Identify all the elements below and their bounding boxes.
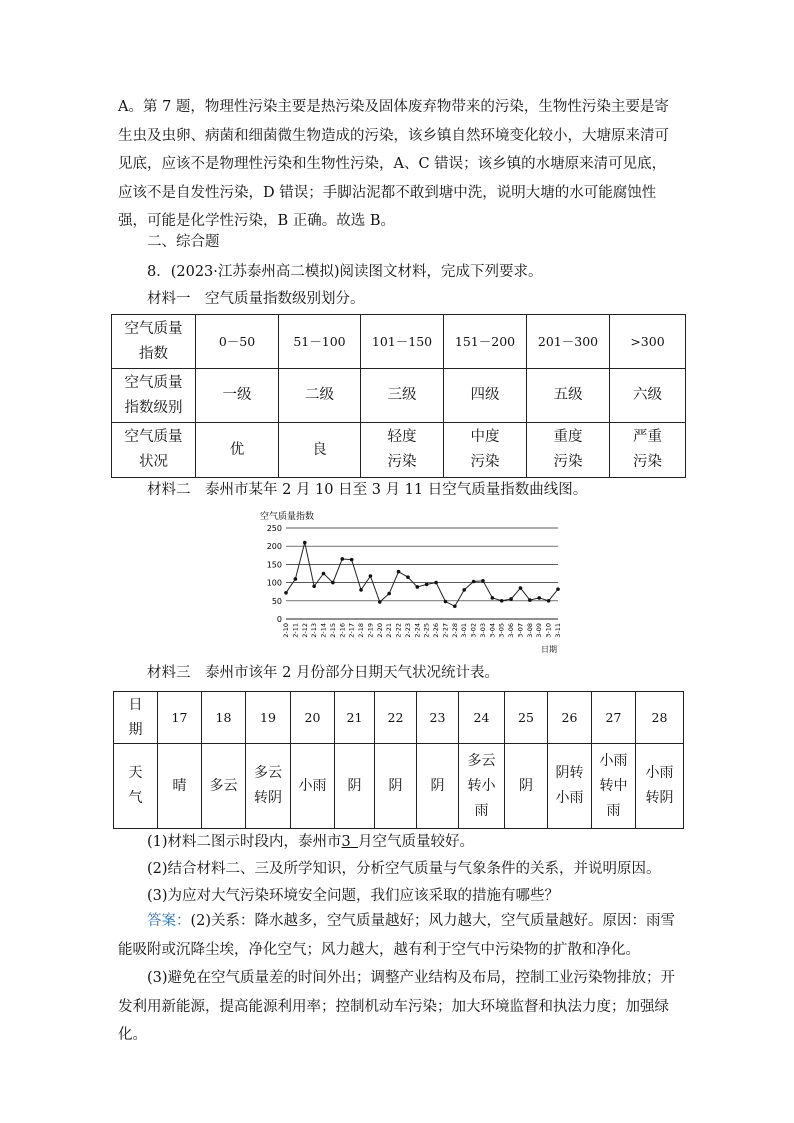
x-tick-label: 2-20	[375, 623, 384, 638]
table-cell: 五级	[527, 369, 610, 423]
x-tick-label: 2-22	[394, 623, 403, 638]
series-line	[286, 543, 558, 607]
y-tick-label: 250	[266, 524, 282, 533]
row-header: 空气质量状况	[112, 423, 196, 478]
data-point	[397, 570, 401, 574]
x-tick-label: 3-03	[478, 623, 487, 638]
date-cell: 21	[335, 692, 375, 744]
x-tick-label: 2-10	[282, 623, 290, 638]
row-header: 空气质量指数	[112, 315, 196, 369]
row-header: 空气质量指数级别	[112, 369, 196, 423]
weather-cell: 阴	[335, 744, 375, 829]
table-cell: 六级	[610, 369, 686, 423]
date-cell: 26	[548, 692, 592, 744]
x-tick-label: 2-18	[357, 623, 366, 638]
x-tick-label: 3-11	[554, 623, 562, 638]
date-cell: 19	[246, 692, 291, 744]
weather-cell: 阴转小雨	[548, 744, 592, 829]
weather-cell: 多云转小雨	[459, 744, 505, 829]
data-point	[359, 588, 363, 592]
x-tick-label: 3-06	[507, 623, 516, 638]
weather-table	[113, 691, 684, 829]
date-cell: 18	[202, 692, 246, 744]
x-tick-label: 2-26	[432, 623, 441, 638]
data-point	[519, 586, 523, 590]
date-cell: 25	[505, 692, 548, 744]
table-cell: 二级	[279, 369, 361, 423]
aqi-status-row	[112, 423, 686, 478]
data-point	[331, 581, 335, 585]
x-tick-label: 2-24	[413, 623, 422, 638]
x-tick-label: 2-11	[291, 623, 300, 638]
data-point	[547, 599, 551, 603]
y-tick-label: 100	[266, 578, 282, 588]
data-point	[556, 587, 560, 591]
section-title: 二、综合题	[147, 234, 220, 250]
data-point	[509, 597, 513, 601]
y-tick-label: 0	[276, 615, 282, 624]
date-row	[114, 692, 684, 744]
table-cell: 中度污染	[444, 423, 527, 478]
data-point	[434, 581, 438, 585]
x-tick-label: 2-25	[422, 623, 431, 638]
table-cell: 优	[196, 423, 279, 478]
table-cell: 轻度污染	[361, 423, 444, 478]
answer-label: 答案：	[147, 913, 191, 929]
aqi-line-chart	[256, 506, 566, 656]
aqi-range-row	[112, 315, 686, 369]
question-2: (2)结合材料二、三及所学知识，分析空气质量与气象条件的关系，并说明原因。	[147, 861, 661, 877]
table-cell: 重度污染	[527, 423, 610, 478]
data-point	[312, 584, 316, 588]
data-point	[416, 585, 420, 589]
weather-header: 天气	[114, 744, 158, 829]
answer-part-3: (3)避免在空气质量差的时间外出；调整产业结构及布局，控制工业污染物排放；开发利用新能源，提高能源利用率；控制机动车污染；加大环境监督和执法力度；加强绿化。	[118, 970, 676, 1043]
weather-cell: 晴	[158, 744, 202, 829]
date-cell: 17	[158, 692, 202, 744]
table-cell: 51－100	[279, 315, 361, 369]
x-tick-label: 3-07	[516, 623, 525, 638]
weather-cell: 小雨转阴	[636, 744, 684, 829]
x-tick-label: 2-12	[300, 623, 309, 638]
data-point	[322, 572, 326, 576]
data-point	[406, 575, 410, 579]
data-point	[444, 600, 448, 604]
x-tick-label: 2-27	[441, 623, 450, 638]
date-cell: 27	[592, 692, 636, 744]
x-tick-label: 3-01	[460, 623, 469, 638]
weather-cell: 小雨转中雨	[592, 744, 636, 829]
data-point	[350, 558, 354, 562]
question-stem: 8．(2023·江苏泰州高二模拟)阅读图文材料，完成下列要求。	[147, 264, 543, 280]
table-cell: >300	[610, 315, 686, 369]
weather-cell: 阴	[375, 744, 417, 829]
table-cell: 四级	[444, 369, 527, 423]
table-cell: 良	[279, 423, 361, 478]
table-cell: 201－300	[527, 315, 610, 369]
aqi-level-row	[112, 369, 686, 423]
data-point	[294, 577, 298, 581]
x-tick-label: 2-13	[310, 623, 319, 638]
data-point	[481, 579, 485, 583]
weather-cell: 小雨	[291, 744, 335, 829]
x-tick-label: 3-10	[544, 623, 553, 638]
data-point	[453, 604, 457, 608]
aqi-grade-table	[111, 314, 686, 478]
y-tick-label: 50	[271, 596, 282, 606]
data-point	[491, 596, 495, 600]
table-cell: 三级	[361, 369, 444, 423]
data-point	[378, 600, 382, 604]
x-tick-label: 2-19	[366, 623, 375, 638]
date-cell: 22	[375, 692, 417, 744]
answer-blank: 3	[341, 834, 351, 850]
y-axis-label: 空气质量指数	[260, 512, 315, 522]
weather-cell: 阴	[505, 744, 548, 829]
date-cell: 24	[459, 692, 505, 744]
x-tick-label: 2-14	[319, 623, 328, 638]
table-cell: 一级	[196, 369, 279, 423]
x-tick-label: 3-08	[525, 623, 534, 638]
table-cell: 0－50	[196, 315, 279, 369]
x-tick-label: 2-21	[385, 623, 394, 638]
y-tick-label: 200	[266, 542, 282, 552]
intro-paragraph: A。第 7 题，物理性污染主要是热污染及固体废弃物带来的污染，生物性污染主要是寄生虫及虫卵、病菌和细菌微生物造成的污染，该乡镇自然环境变化较小，大塘原来清可见底，应该不是物理性污染和生物性污染，A、C 错误；该乡镇的水塘原来清可见底，应该不是自发性污染，D 错误；手脚沾泥都不敢到塘中洗，说明大塘的水可能腐蚀性强，可能是化学性污染，B 正确。故选 B。	[118, 99, 669, 229]
question-1: (1)材料二图示时段内，泰州市3 月空气质量较好。	[147, 834, 475, 850]
material1-caption: 材料一 空气质量指数级别划分。	[147, 291, 365, 307]
table-cell: 严重污染	[610, 423, 686, 478]
data-point	[472, 580, 476, 584]
x-axis-label: 日期	[541, 645, 557, 654]
question-3: (3)为应对大气污染环境安全问题，我们应该采取的措施有哪些？	[147, 888, 560, 904]
data-point	[528, 598, 532, 602]
date-cell: 28	[636, 692, 684, 744]
weather-row	[114, 744, 684, 829]
data-point	[425, 583, 429, 587]
x-tick-label: 2-16	[338, 623, 347, 638]
x-tick-label: 2-23	[403, 623, 412, 638]
y-tick-label: 150	[266, 560, 282, 570]
table-cell: 101－150	[361, 315, 444, 369]
table-cell: 151－200	[444, 315, 527, 369]
data-point	[369, 574, 373, 578]
data-point	[462, 588, 466, 592]
x-tick-label: 3-02	[469, 623, 478, 638]
x-tick-label: 3-09	[535, 623, 544, 638]
x-tick-label: 3-05	[497, 623, 506, 638]
date-cell: 23	[417, 692, 459, 744]
weather-cell: 多云	[202, 744, 246, 829]
x-tick-label: 2-28	[450, 623, 459, 638]
date-cell: 20	[291, 692, 335, 744]
material2-caption: 材料二 泰州市某年 2 月 10 日至 3 月 11 日空气质量指数曲线图。	[147, 482, 588, 498]
weather-cell: 多云转阴	[246, 744, 291, 829]
data-point	[387, 592, 391, 596]
data-point	[340, 557, 344, 561]
x-tick-label: 2-15	[328, 623, 337, 638]
data-point	[303, 541, 307, 545]
x-tick-label: 3-04	[488, 623, 497, 638]
weather-cell: 阴	[417, 744, 459, 829]
x-tick-label: 2-17	[347, 623, 356, 638]
answer-part-2: 答案：(2)关系：降水越多，空气质量越好；风力越大，空气质量越好。原因：雨雪能吸附或沉降尘埃，净化空气；风力越大，越有利于空气中污染物的扩散和净化。	[118, 913, 676, 958]
material3-caption: 材料三 泰州市该年 2 月份部分日期天气状况统计表。	[147, 665, 499, 681]
date-header: 日期	[114, 692, 158, 744]
data-point	[284, 591, 288, 595]
data-point	[500, 599, 504, 603]
data-point	[537, 596, 541, 600]
